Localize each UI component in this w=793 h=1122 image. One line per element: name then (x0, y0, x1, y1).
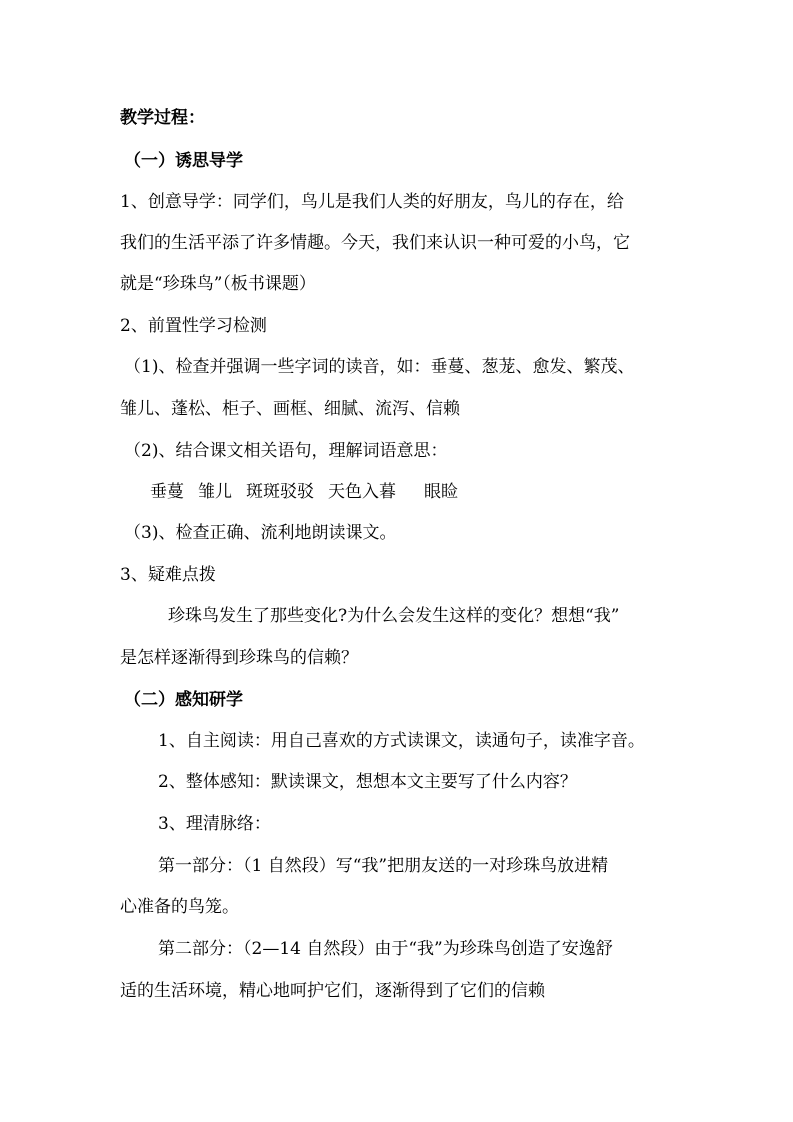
section-heading-1: （一）诱思导学 (124, 151, 243, 171)
paragraph-line: 我们的生活平添了许多情趣。今天，我们来认识一种可爱的小鸟，它 (120, 233, 630, 253)
paragraph-line: 第二部分：（2—14 自然段）由于“我”为珍珠鸟创造了安逸舒 (158, 939, 613, 959)
paragraph-line: 第一部分：（1 自然段）写“我”把朋友送的一对珍珠鸟放进精 (158, 856, 609, 876)
section-heading-2: （二）感知研学 (124, 690, 243, 710)
paragraph-line: 1、创意导学：同学们，鸟儿是我们人类的好朋友，鸟儿的存在，给 (120, 192, 624, 212)
paragraph-line: 2、整体感知：默读课文，想想本文主要写了什么内容？ (158, 772, 577, 792)
paragraph-line: 3、疑难点拨 (120, 565, 216, 585)
vocab-list (150, 481, 458, 503)
paragraph-line: （1)、检查并强调一些字词的读音，如：垂蔓、葱茏、愈发、繁茂、 (124, 357, 635, 377)
vocab-item: 天色入暮 (328, 482, 396, 502)
paragraph-line: 雏儿、蓬松、柜子、画框、细腻、流泻、信赖 (120, 399, 460, 419)
paragraph-line: 适的生活环境，精心地呵护它们，逐渐得到了它们的信赖 (120, 981, 545, 1001)
vocab-item: 斑斑驳驳 (246, 482, 314, 502)
heading-teaching-process: 教学过程： (120, 108, 205, 128)
paragraph-line: 就是“珍珠鸟”（板书课题） (120, 274, 316, 294)
paragraph-line: 是怎样逐渐得到珍珠鸟的信赖？ (120, 648, 358, 668)
paragraph-line: 1、自主阅读：用自己喜欢的方式读课文，读通句子，读准字音。 (158, 731, 645, 751)
paragraph-line: 2、前置性学习检测 (120, 316, 267, 336)
vocab-item: 眼睑 (424, 482, 458, 502)
paragraph-line: （2)、结合课文相关语句，理解词语意思： (124, 441, 448, 461)
paragraph-line: 珍珠鸟发生了那些变化?为什么会发生这样的变化？想想“我” (168, 606, 620, 626)
paragraph-line: 心准备的鸟笼。 (120, 897, 239, 917)
paragraph-line: （3)、检查正确、流利地朗读课文。 (124, 523, 397, 543)
vocab-item: 雏儿 (198, 482, 232, 502)
paragraph-line: 3、理清脉络： (158, 814, 271, 834)
vocab-item: 垂蔓 (150, 482, 184, 502)
